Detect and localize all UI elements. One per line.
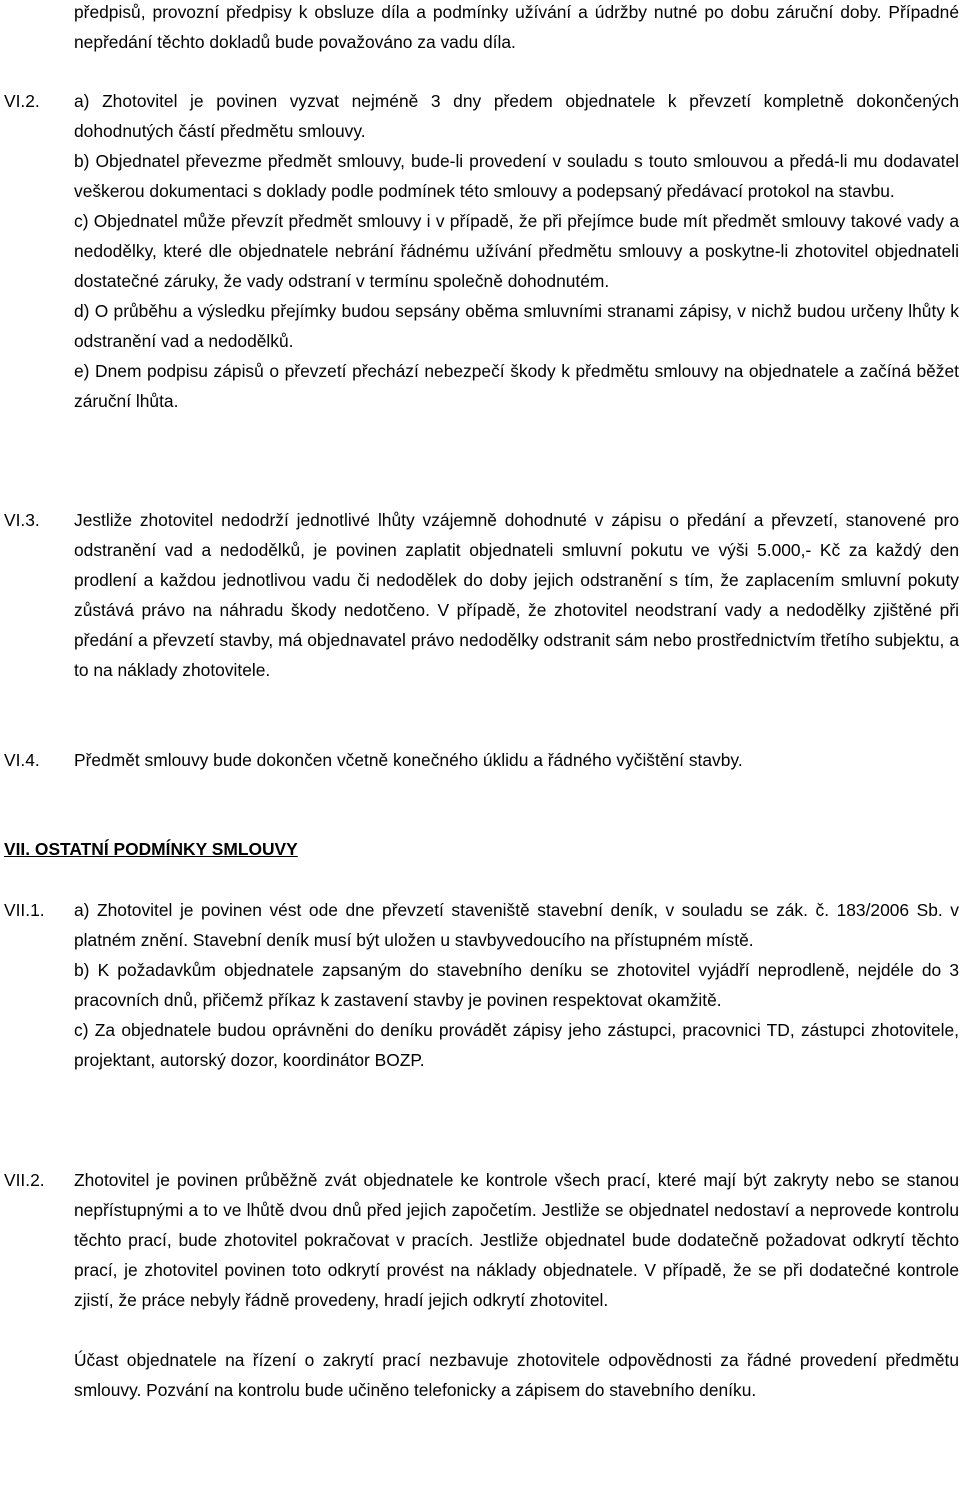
vi2-paragraph-b: b) Objednatel převezme předmět smlouvy, bude-li provedení v souladu s touto smlouvou a předá-li mu dodavatel veškerou dokumentaci s doklady podle podmínek této smlouvy a podepsaný předávací protokol na stavbu. xyxy=(74,151,959,201)
section-vi3 xyxy=(74,505,959,685)
vii2-paragraph-1: Zhotovitel je povinen průběžně zvát objednatele ke kontrole všech prací, které mají být zakryty nebo se stanou nepřístupnými a to ve lhůtě dvou dnů před jejich započetím. Jestliže se objednatel nedostaví a neprovede kontrolu těchto prací, bude zhotovitel pokračovat v pracích. Jestliže objednatel bude dodatečně požadovat odkrytí těchto prací, je zhotovitel povinen toto odkrytí provést na náklady objednatele. V případě, že se při dodatečné kontrole zjistí, že práce nebyly řádně provedeny, hradí jejich odkrytí zhotovitel. xyxy=(74,1170,959,1310)
section-number-vi2: VI.2. xyxy=(4,91,40,111)
vii1-paragraph-b: b) K požadavkům objednatele zapsaným do stavebního deníku se zhotovitel vyjádří neprodleně, nejdéle do 3 pracovních dnů, přičemž příkaz k zastavení stavby je povinen respektovat okamžitě. xyxy=(74,960,959,1010)
section-number-vi3: VI.3. xyxy=(4,510,40,530)
vii2-paragraph-2: Účast objednatele na řízení o zakrytí prací nezbavuje zhotovitele odpovědnosti za řádné provedení předmětu smlouvy. Pozvání na kontrolu bude učiněno telefonicky a zápisem do stavebního deníku. xyxy=(74,1350,959,1400)
vii1-paragraph-a: a) Zhotovitel je povinen vést ode dne převzetí staveniště stavební deník, v souladu se zák. č. 183/2006 Sb. v platném znění. Stavební deník musí být uložen u stavbyvedoucího na přístupném místě. xyxy=(74,900,959,950)
section-number-vii2: VII.2. xyxy=(4,1170,45,1190)
vi4-paragraph: Předmět smlouvy bude dokončen včetně konečného úklidu a řádného vyčištění stavby. xyxy=(74,750,743,770)
vi2-paragraph-a: a) Zhotovitel je povinen vyzvat nejméně 3 dny předem objednatele k převzetí kompletně dokončených dohodnutých částí předmětu smlouvy. xyxy=(74,91,959,141)
intro-paragraph xyxy=(74,0,959,57)
vii1-paragraph-c: c) Za objednatele budou oprávněni do deníku provádět zápisy jeho zástupci, pracovnici TD, zástupci zhotovitele, projektant, autorský dozor, koordinátor BOZP. xyxy=(74,1020,959,1070)
vi3-paragraph: Jestliže zhotovitel nedodrží jednotlivé lhůty vzájemně dohodnuté v zápisu o předání a převzetí, stanovené pro odstranění vad a nedodělků, je povinen zaplatit objednateli smluvní pokutu ve výši 5.000,- Kč za každý den prodlení a každou jednotlivou vadu či nedodělek do doby jejich odstranění s tím, že zaplacením smluvní pokuty zůstává právo na náhradu škody nedotčeno. V případě, že zhotovitel neodstraní vady a nedodělky zjištěné při předání a převzetí stavby, má objednavatel právo nedodělky odstranit sám nebo prostřednictvím třetího subjektu, a to na náklady zhotovitele. xyxy=(74,510,959,680)
intro-text: předpisů, provozní předpisy k obsluze díla a podmínky užívání a údržby nutné po dobu záruční doby. Případné nepředání těchto dokladů bude považováno za vadu díla. xyxy=(74,2,959,52)
vi2-paragraph-e: e) Dnem podpisu zápisů o převzetí přechází nebezpečí škody k předmětu smlouvy na objednatele a začíná běžet záruční lhůta. xyxy=(74,361,959,411)
vi2-paragraph-c: c) Objednatel může převzít předmět smlouvy i v případě, že při přejímce bude mít předmět smlouvy takové vady a nedodělky, které dle objednatele nebrání řádnému užívání předmětu smlouvy a poskytne-li zhotovitel objednateli dostatečné záruky, že vady odstraní v termínu společně dohodnutém. xyxy=(74,211,959,291)
chapter-heading-vii: VII. OSTATNÍ PODMÍNKY SMLOUVY xyxy=(4,839,298,859)
section-vii1 xyxy=(74,895,959,1075)
section-number-vii1: VII.1. xyxy=(4,900,45,920)
section-number-vi4: VI.4. xyxy=(4,750,40,770)
section-vi2 xyxy=(74,86,959,416)
section-vi4 xyxy=(74,745,959,775)
section-vii2 xyxy=(74,1165,959,1405)
vi2-paragraph-d: d) O průběhu a výsledku přejímky budou sepsány oběma smluvními stranami zápisy, v nichž budou určeny lhůty k odstranění vad a nedodělků. xyxy=(74,301,959,351)
